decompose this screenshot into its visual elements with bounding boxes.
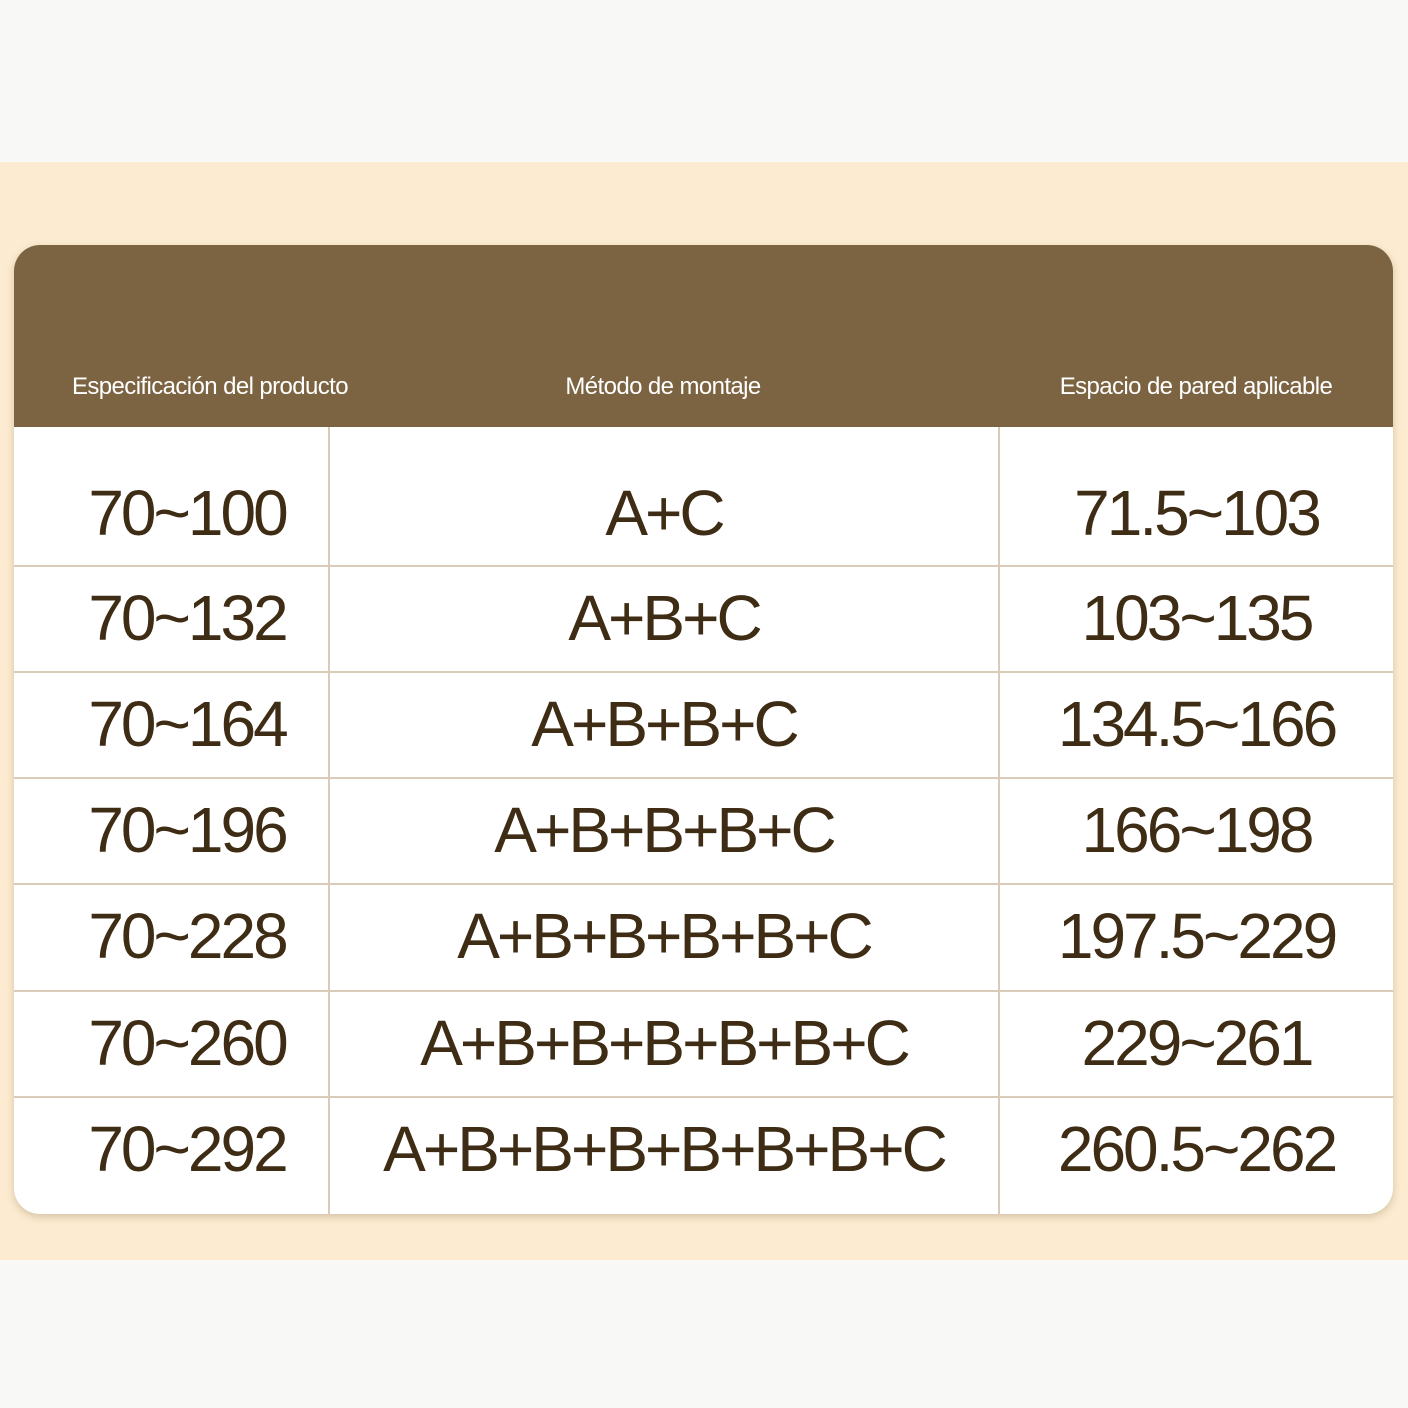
- cell-product-spec: 70~132: [88, 582, 286, 654]
- cell-wall-space: 229~261: [1081, 1007, 1312, 1079]
- cell-product-spec: 70~164: [88, 688, 286, 760]
- cell-product-spec: 70~260: [88, 1007, 286, 1079]
- cell-mounting-method: A+B+B+B+B+B+B+C: [383, 1113, 945, 1185]
- table-row: [14, 1097, 1393, 1214]
- cell-mounting-method: A+C: [605, 477, 723, 549]
- table-row: [14, 991, 1393, 1097]
- cell-product-spec: 70~228: [88, 900, 286, 972]
- table-row: [14, 566, 1393, 672]
- cell-product-spec: 70~100: [88, 477, 286, 549]
- cell-wall-space: 103~135: [1081, 582, 1312, 654]
- cell-mounting-method: A+B+C: [568, 582, 760, 654]
- header-wall-space: Espacio de pared aplicable: [1059, 373, 1333, 400]
- cell-mounting-method: A+B+B+C: [531, 688, 797, 760]
- table-body: [14, 427, 1393, 1214]
- header-product-spec: Especificación del producto: [72, 373, 348, 400]
- cell-wall-space: 71.5~103: [1074, 477, 1319, 549]
- header-mounting-method: Método de montaje: [565, 373, 761, 400]
- cell-product-spec: 70~292: [88, 1113, 286, 1185]
- cell-wall-space: 197.5~229: [1057, 900, 1336, 972]
- table-header: [14, 245, 1393, 427]
- spec-table-card: [14, 245, 1393, 1214]
- table-row: [14, 427, 1393, 566]
- table-row: [14, 778, 1393, 884]
- cell-wall-space: 134.5~166: [1057, 688, 1336, 760]
- cell-mounting-method: A+B+B+B+C: [494, 794, 834, 866]
- cell-wall-space: 166~198: [1081, 794, 1312, 866]
- cell-mounting-method: A+B+B+B+B+C: [457, 900, 871, 972]
- table-row: [14, 672, 1393, 778]
- cell-product-spec: 70~196: [88, 794, 286, 866]
- cell-mounting-method: A+B+B+B+B+B+C: [420, 1007, 908, 1079]
- cell-wall-space: 260.5~262: [1057, 1113, 1336, 1185]
- table-row: [14, 884, 1393, 991]
